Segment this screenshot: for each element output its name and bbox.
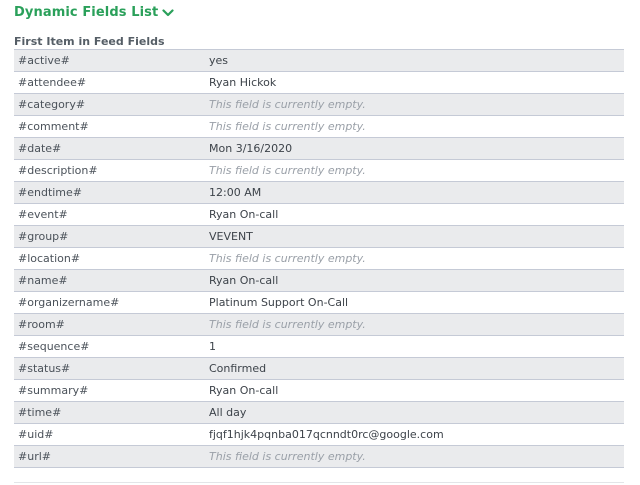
field-key: #comment# <box>14 116 205 138</box>
field-value: This field is currently empty. <box>205 446 624 468</box>
table-row <box>14 226 624 248</box>
table-row <box>14 424 624 446</box>
field-value: Confirmed <box>205 358 624 380</box>
chevron-down-icon[interactable] <box>162 7 174 19</box>
table-row <box>14 446 624 468</box>
field-value: Ryan Hickok <box>205 72 624 94</box>
field-key: #date# <box>14 138 205 160</box>
table-row <box>14 358 624 380</box>
field-value: Platinum Support On-Call <box>205 292 624 314</box>
section-title: First Item in Feed Fields <box>14 35 165 48</box>
field-key: #event# <box>14 204 205 226</box>
field-key: #uid# <box>14 424 205 446</box>
table-row <box>14 160 624 182</box>
field-key: #active# <box>14 50 205 72</box>
field-key: #group# <box>14 226 205 248</box>
field-key: #sequence# <box>14 336 205 358</box>
table-row <box>14 270 624 292</box>
table-row <box>14 248 624 270</box>
bottom-divider <box>14 482 624 483</box>
field-value: Mon 3/16/2020 <box>205 138 624 160</box>
field-value: This field is currently empty. <box>205 116 624 138</box>
table-row <box>14 402 624 424</box>
fields-table <box>14 49 624 468</box>
table-row <box>14 116 624 138</box>
field-value: VEVENT <box>205 226 624 248</box>
dynamic-fields-title: Dynamic Fields List <box>14 5 159 20</box>
field-value: fjqf1hjk4pqnba017qcnndt0rc@google.com <box>205 424 624 446</box>
table-row <box>14 182 624 204</box>
field-value: Ryan On-call <box>205 380 624 402</box>
field-key: #endtime# <box>14 182 205 204</box>
field-value: 12:00 AM <box>205 182 624 204</box>
field-value: This field is currently empty. <box>205 248 624 270</box>
field-key: #location# <box>14 248 205 270</box>
field-key: #url# <box>14 446 205 468</box>
field-value: Ryan On-call <box>205 204 624 226</box>
table-row <box>14 72 624 94</box>
field-value: Ryan On-call <box>205 270 624 292</box>
field-value: yes <box>205 50 624 72</box>
field-key: #room# <box>14 314 205 336</box>
field-value: 1 <box>205 336 624 358</box>
field-key: #attendee# <box>14 72 205 94</box>
table-row <box>14 94 624 116</box>
dynamic-fields-toggle[interactable] <box>14 5 174 20</box>
fields-table-body <box>14 50 624 468</box>
table-row <box>14 138 624 160</box>
table-row <box>14 380 624 402</box>
field-key: #category# <box>14 94 205 116</box>
table-row <box>14 204 624 226</box>
table-row <box>14 336 624 358</box>
table-row <box>14 314 624 336</box>
field-key: #status# <box>14 358 205 380</box>
field-key: #organizername# <box>14 292 205 314</box>
field-key: #description# <box>14 160 205 182</box>
field-value: This field is currently empty. <box>205 314 624 336</box>
table-row <box>14 292 624 314</box>
field-key: #time# <box>14 402 205 424</box>
field-value: All day <box>205 402 624 424</box>
field-value: This field is currently empty. <box>205 160 624 182</box>
field-key: #name# <box>14 270 205 292</box>
table-row <box>14 50 624 72</box>
field-value: This field is currently empty. <box>205 94 624 116</box>
field-key: #summary# <box>14 380 205 402</box>
